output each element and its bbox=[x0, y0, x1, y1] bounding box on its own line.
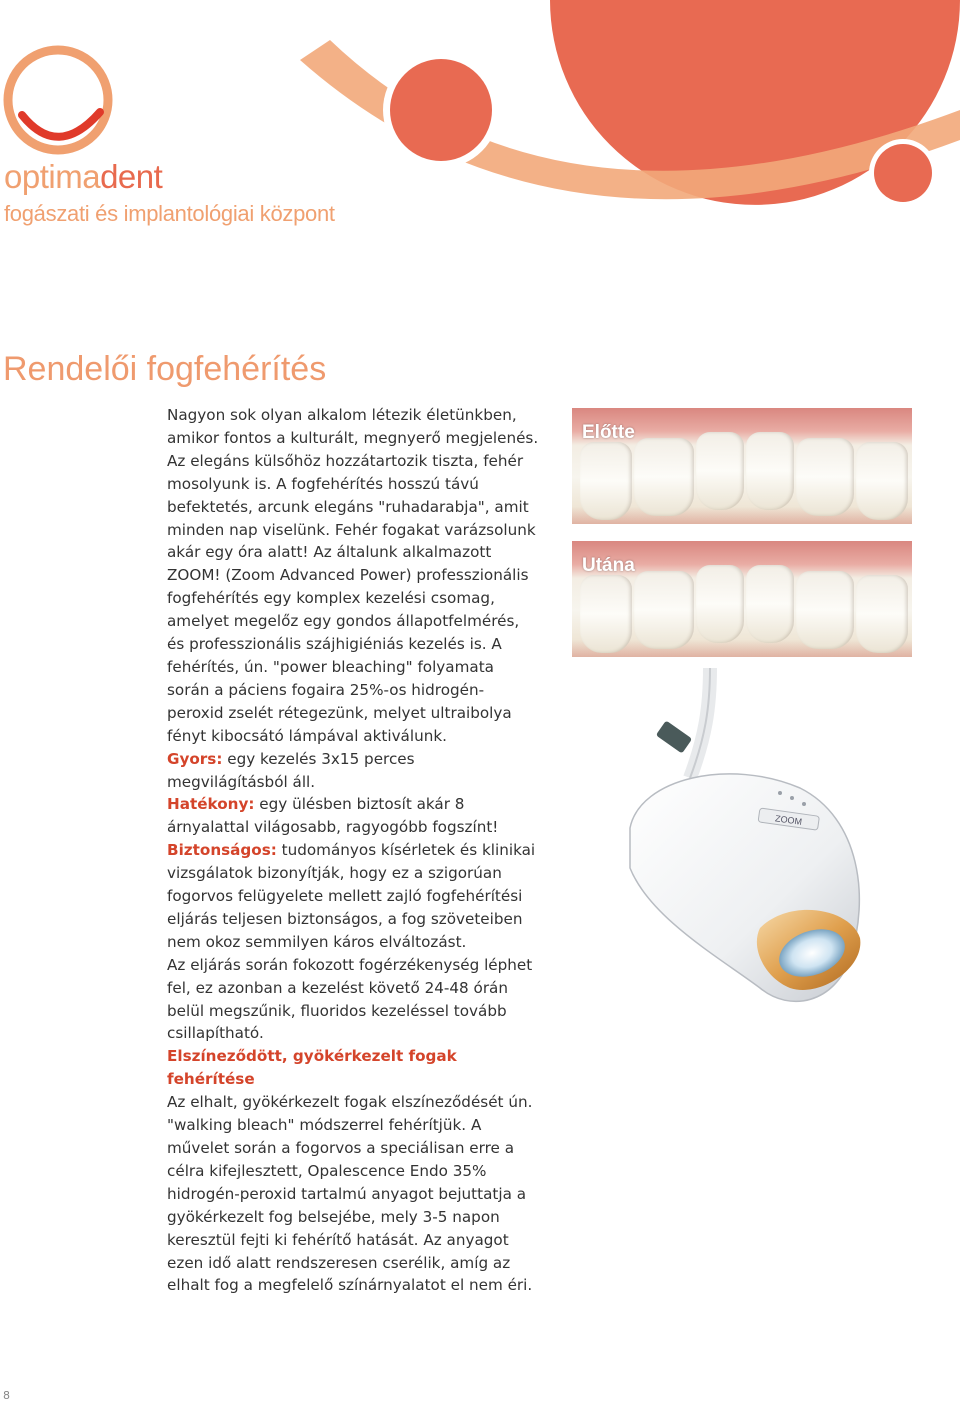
whitening-lamp-image bbox=[560, 668, 880, 1018]
before-label: Előtte bbox=[582, 422, 635, 443]
walking-bleach-paragraph: Az elhalt, gyökérkezelt fogak elszíneződését ún. "walking bleach" módszerrel fehérítjük. A művelet során a fogorvos a speciálisan erre a célra kifejlesztett, Opalescence Endo 35% hidrogén-peroxid tartalmú anyagot bejuttatja a gyökérkezelt fog belsejébe, mely 3-5 napon keresztül fejti ki fehérítő hatását. Az anyagot ezen idő alatt rendszeresen cserélik, amíg az elhalt fog a megfelelő színárnyalatot el nem éri. bbox=[167, 1093, 533, 1295]
logo-name-part1: optima bbox=[4, 158, 101, 195]
before-photo bbox=[572, 408, 912, 524]
after-photo bbox=[572, 541, 912, 657]
effective-text: egy ülésben biztosít akár 8 árnyalattal világosabb, ragyogóbb fogszínt! bbox=[167, 795, 499, 837]
safe-label: Biztonságos: bbox=[167, 841, 277, 860]
effective-paragraph bbox=[167, 793, 539, 839]
safe-paragraph bbox=[167, 839, 539, 954]
page-title: Rendelői fogfehérítés bbox=[3, 350, 327, 388]
cable-connector bbox=[656, 720, 693, 753]
medium-red-circle bbox=[390, 59, 492, 161]
logo-subtitle: fogászati és implantológiai központ bbox=[4, 201, 335, 226]
page-number: 8 bbox=[3, 1389, 10, 1402]
effective-label: Hatékony: bbox=[167, 795, 255, 814]
logo-smile-icon bbox=[22, 112, 100, 137]
lamp-label: ZOOM bbox=[774, 813, 803, 827]
fast-text: egy kezelés 3x15 perces megvilágításból áll. bbox=[167, 749, 415, 791]
lamp-arm bbox=[690, 668, 710, 778]
article-body bbox=[167, 404, 539, 1297]
logo-name-part2: dent bbox=[100, 158, 163, 195]
sensitivity-paragraph: Az eljárás során fokozott fogérzékenység léphet fel, ez azonban a kezelést követő 24-48 órán belül megszűnik, fluoridos kezeléssel tovább csillapítható. bbox=[167, 955, 533, 1043]
section-heading: Elszíneződött, gyökérkezelt fogak fehérítése bbox=[167, 1047, 457, 1089]
logo-wordmark bbox=[4, 158, 162, 196]
fast-paragraph bbox=[167, 748, 539, 794]
safe-text: tudományos kísérletek és klinikai vizsgálatok bizonyítják, hogy ez a szigorúan fogorvos felügyelete mellett zajló fogfehérítési eljárás teljesen biztonságos, a fog szöveteiben nem okoz semmilyen káros elváltozást. bbox=[167, 841, 536, 951]
fast-label: Gyors: bbox=[167, 749, 223, 768]
after-label: Utána bbox=[582, 555, 635, 576]
small-red-circle bbox=[874, 144, 932, 202]
intro-paragraph: Nagyon sok olyan alkalom létezik életünkben, amikor fontos a kulturált, megnyerő megjelenés. Az elegáns külsőhöz hozzátartozik tiszta, fehér mosolyunk is. A fogfehérítés hosszú távú befektetés, arcunk elegáns "ruhadarabja", amit minden nap viselünk. Fehér fogakat varázsolunk akár egy óra alatt! Az általunk alkalmazott ZOOM! (Zoom Advanced Power) professzionális fogfehérítés egy komplex kezelési csomag, amelyet megelőz egy gondos állapotfelmérés, és professzionális szájhigiéniás kezelés is. A fehérítés, ún. "power bleaching" folyamata során a páciens fogaira 25%-os hidrogén-peroxid zselét rétegezünk, melyet ultraibolya fényt kibocsátó lámpával aktiválunk. bbox=[167, 406, 539, 745]
